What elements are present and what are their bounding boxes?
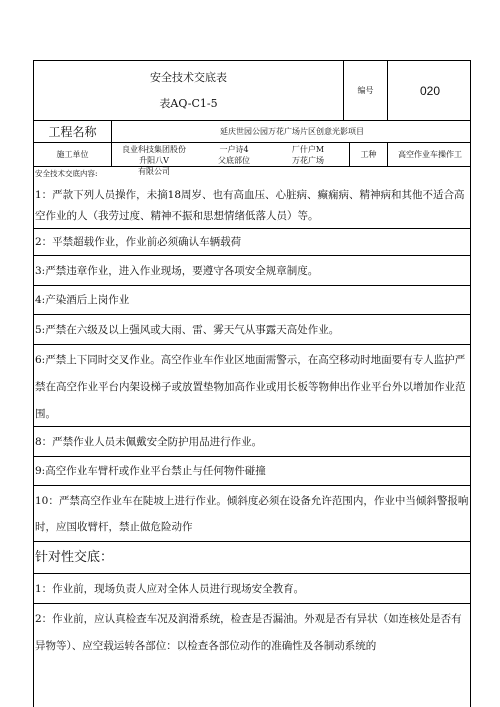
content-item-5: 5:严禁在六级及以上强风或大雨、雷、雾天气从事露天高处作业。	[34, 315, 470, 345]
project-row	[34, 121, 470, 143]
trade-label-cell	[350, 143, 388, 166]
content-item-8: 8：严禁作业人员未佩戴安全防护用品进行作业。	[34, 427, 470, 457]
trade-value-cell	[388, 143, 472, 166]
content-item-2: 2：平禁超载作业，作业前必须确认车辆载荷	[34, 229, 470, 256]
form-header-row	[34, 61, 470, 121]
unit-value-3: 有限公司	[138, 167, 170, 176]
safety-briefing-form	[33, 60, 471, 707]
content-item-3: 3:严禁违章作业，进入作业现场，要遵守各项安全规章制度。	[34, 256, 470, 286]
unit-value-2: 升阳八V	[139, 156, 169, 165]
number-label: 编号	[357, 86, 374, 95]
form-title: 安全技术交底表	[150, 70, 227, 84]
trade-label: 工种	[360, 150, 377, 159]
content-item-9: 9:高空作业车臂杆或作业平台禁止与任何物件碰撞	[34, 457, 470, 486]
targeted-item-2: 2：作业前，应认真检查车况及润滑系统，检查是否漏油。外观是否有异状（如连核处是否有异物等）、应空载运转各部位：以检查各部位动作的准确性及各制动系统的	[35, 613, 462, 652]
unit-details-cell	[112, 143, 350, 176]
content-item-1: 1：严款下列人员操作，未摘18周岁、也有高血压、心脏病、癫痫病、精神病和其他不适合高空作业的人（我劳过度、精神不振和思想情绪低落人员）等。	[34, 183, 470, 229]
number-value: 020	[419, 83, 441, 98]
place-value-2: 万花广场	[292, 156, 324, 165]
unit-label: 施工单位	[56, 150, 89, 159]
unit-label-cell	[34, 143, 112, 166]
part-value-1: 一户诗4	[219, 145, 249, 154]
number-value-cell	[388, 61, 472, 120]
trade-value: 高空作业车操作工	[398, 150, 462, 159]
project-value: 延庆世园公园万花广场片区创意光影项目	[220, 127, 364, 136]
form-code: 表AQ-C1-5	[159, 96, 218, 110]
unit-value-1: 良业科技集团股份	[122, 145, 186, 154]
project-value-cell	[112, 121, 472, 142]
content-item-6: 6:严禁上下同时交叉作业。高空作业车作业区地面需警示，在高空移动时地面要有专人监护严禁在高空作业平台内架设梯子或放置垫物加高作业或用长板等物伸出作业平台外以增加作业范围。	[34, 345, 470, 427]
number-label-cell	[344, 61, 388, 120]
content-item-10: 10：严禁高空作业车在陡坡上进行作业。倾斜度必须在设备允许范围内，作业中当倾斜警报响时，应国收臂杆，禁止做危险动作	[34, 486, 470, 542]
place-value-1: 厂什户M	[291, 145, 325, 154]
part-value-2: 父底部位	[218, 156, 250, 165]
targeted-item-1: 1：作业前，现场负责人应对全体人员进行现场安全教育。	[34, 574, 470, 604]
content-item-4: 4:产染酒后上岗作业	[34, 286, 470, 315]
content-heading: 安全技术交底内容:	[35, 169, 98, 178]
form-title-cell	[34, 61, 344, 120]
targeted-heading: 针对性交底：	[34, 542, 470, 574]
project-label-cell	[34, 121, 112, 142]
project-label: 工程名称	[48, 125, 97, 139]
